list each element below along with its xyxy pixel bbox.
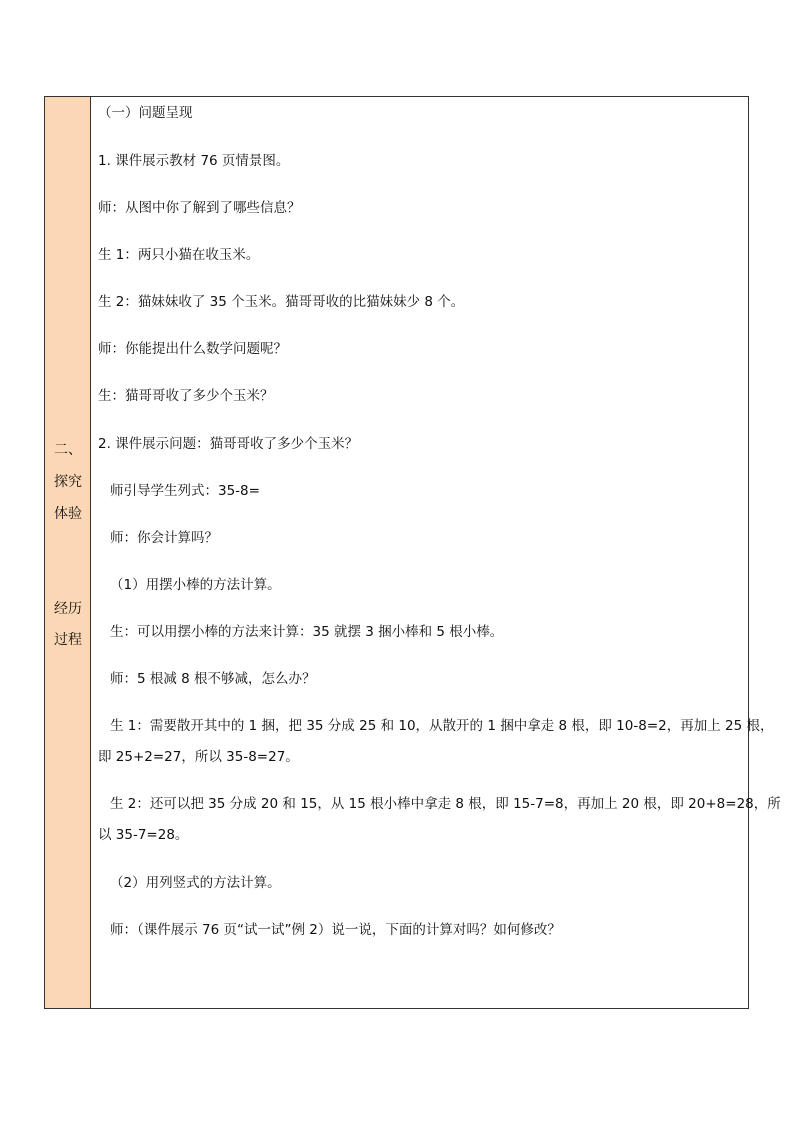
content-line: 师：你会计算吗？: [110, 530, 218, 546]
lesson-plan-table: [44, 96, 781, 1009]
content-line: 生：可以用摆小棒的方法来计算：35 就摆 3 捆小棒和 5 根小棒。: [110, 624, 504, 640]
content-line: 师：你能提出什么数学问题呢？: [98, 341, 287, 357]
content-line: （1）用摆小棒的方法计算。: [110, 577, 281, 593]
content-line: 师：（课件展示 76 页“试一试”例 2）说一说，下面的计算对吗？如何修改？: [110, 922, 561, 938]
content-line: 2. 课件展示问题：猫哥哥收了多少个玉米？: [98, 436, 359, 452]
content-line: 师：5 根减 8 根不够减，怎么办？: [110, 671, 316, 687]
section-label-line: 过程: [54, 632, 82, 648]
content-line: 师：从图中你了解到了哪些信息？: [98, 200, 301, 216]
content-line: 生 1：两只小猫在收玉米。: [98, 247, 260, 263]
content-line: 以 35-7=28。: [98, 827, 189, 843]
content-line: 生 2：还可以把 35 分成 20 和 15，从 15 根小棒中拿走 8 根，即 15-7=8，再加上 20 根，即 20+8=28，所: [110, 796, 781, 812]
content-line: （2）用列竖式的方法计算。: [110, 875, 281, 891]
content-line: 生：猫哥哥收了多少个玉米？: [98, 388, 274, 404]
section-label-line: 二、: [54, 442, 82, 458]
content-line: 生 2：猫妹妹收了 35 个玉米。猫哥哥收的比猫妹妹少 8 个。: [98, 294, 465, 310]
content-line: 生 1：需要散开其中的 1 捆，把 35 分成 25 和 10，从散开的 1 捆中拿走 8 根，即 10-8=2，再加上 25 根，: [110, 718, 774, 734]
section-label-line: 体验: [54, 506, 82, 522]
section-label-line: 经历: [54, 601, 82, 617]
content-line: 师引导学生列式：35-8=: [110, 483, 260, 499]
content-cell: [91, 97, 781, 1008]
content-line: 1. 课件展示教材 76 页情景图。: [98, 153, 290, 169]
section-heading: （一）问题呈现: [98, 105, 193, 121]
content-line: 即 25+2=27，所以 35-8=27。: [98, 749, 299, 765]
section-label-cell: [45, 97, 91, 1008]
section-label-line: 探究: [54, 474, 82, 490]
